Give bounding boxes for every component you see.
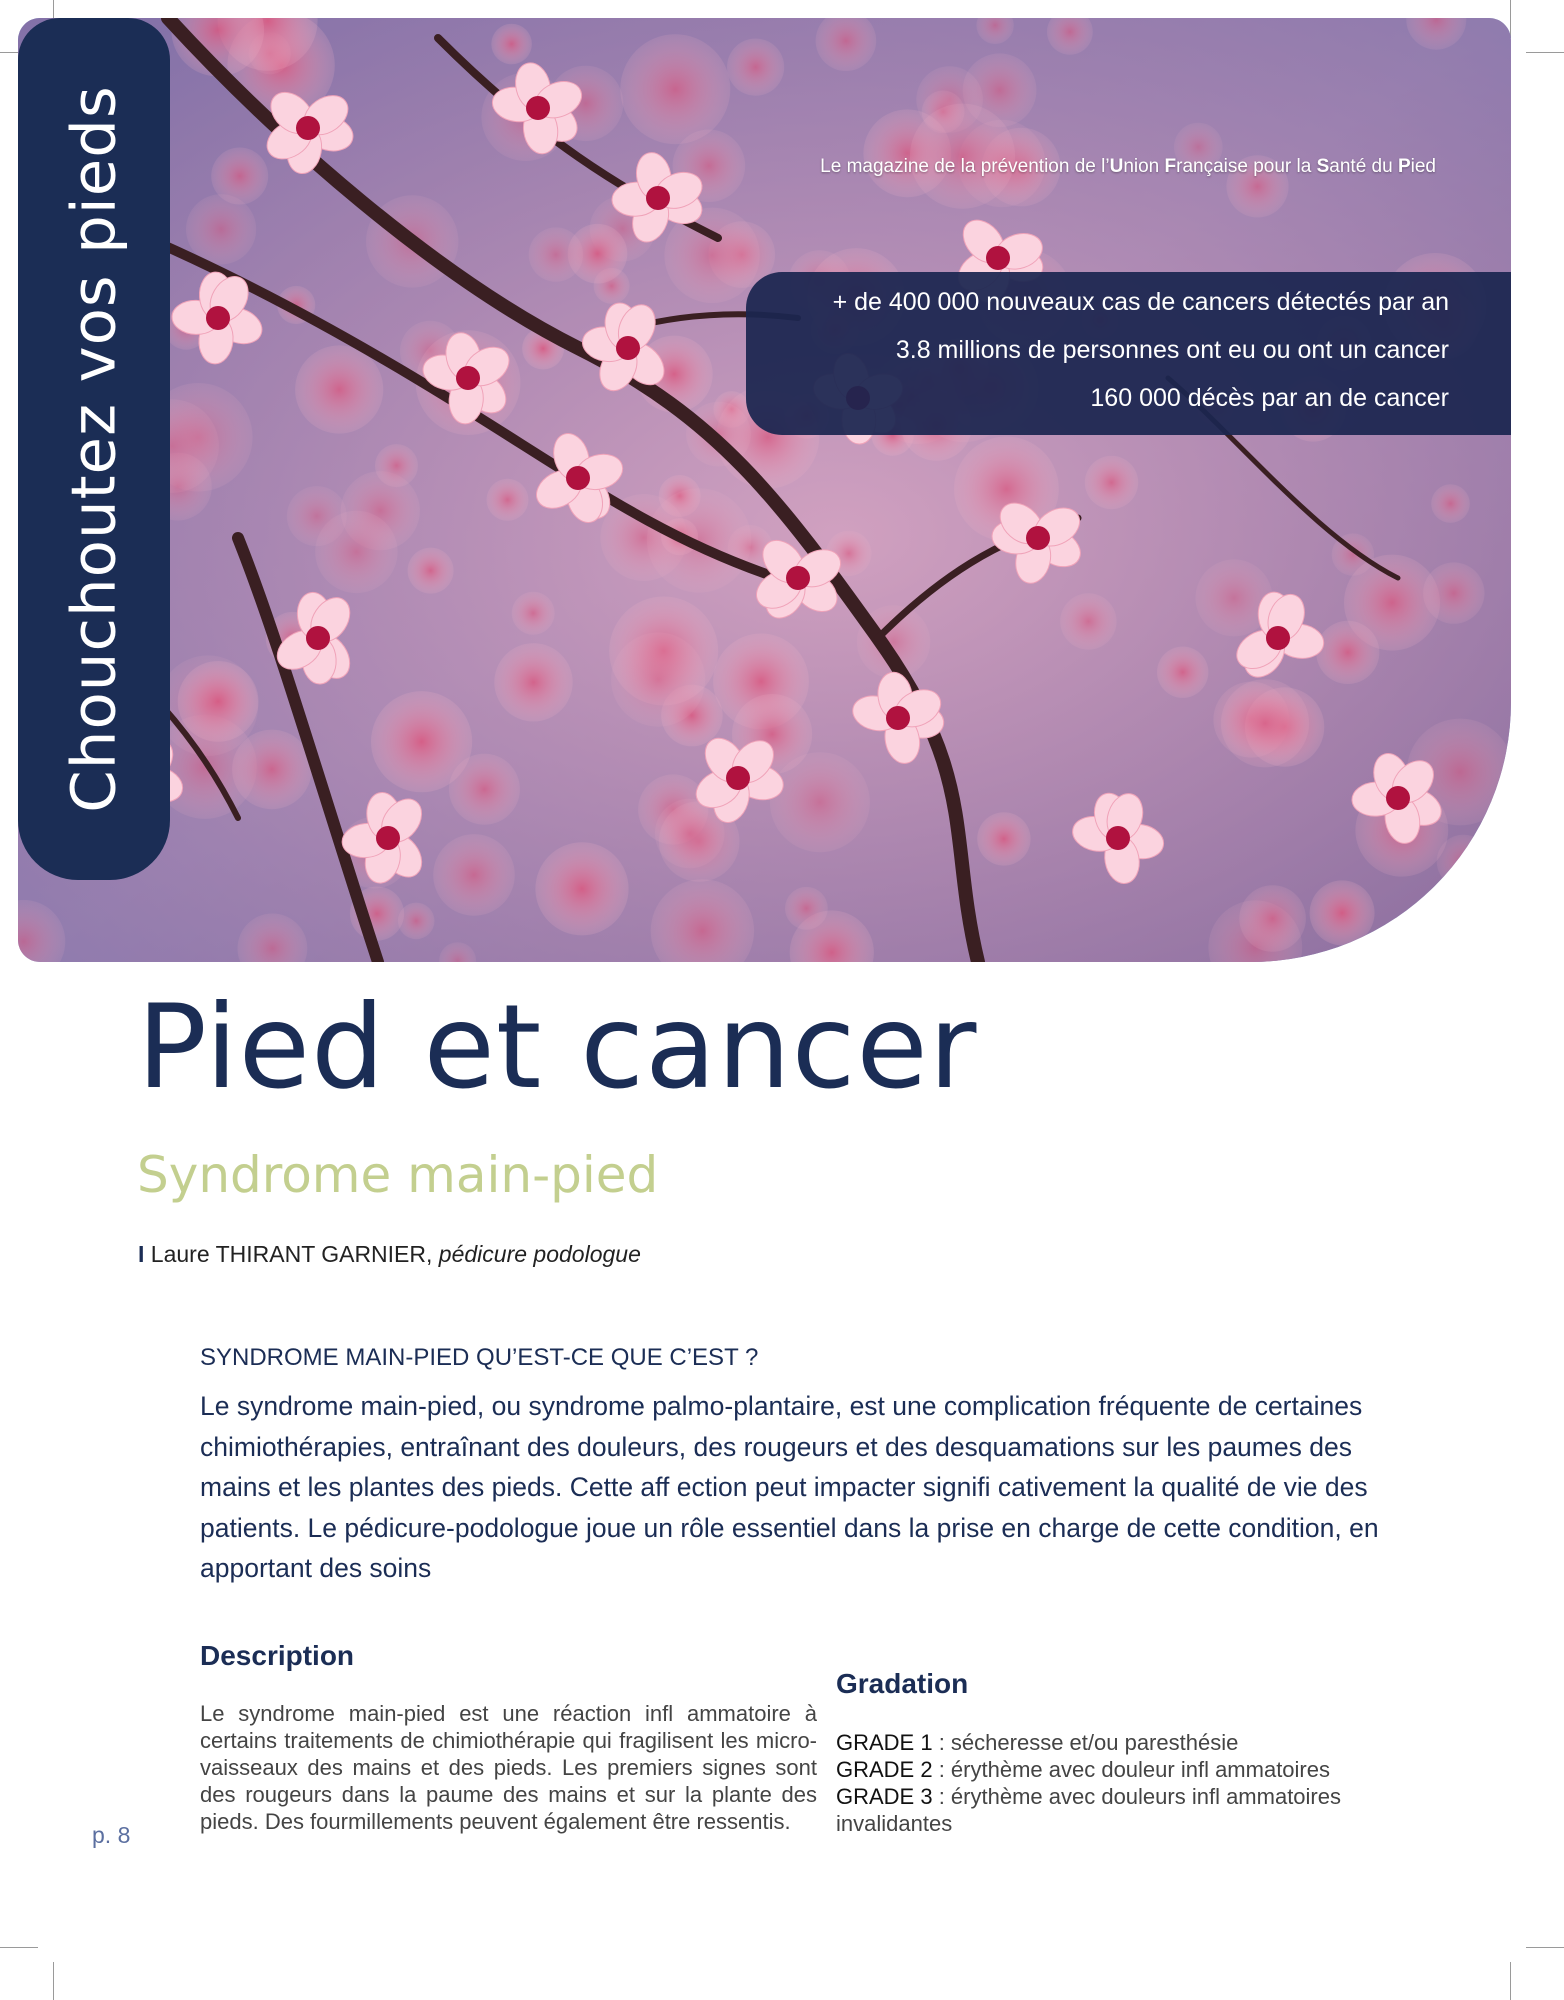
magazine-tagline: Le magazine de la prévention de l’Union Française pour la Santé du Pied <box>820 156 1436 177</box>
blossom-bokeh <box>232 730 312 810</box>
grade-item: GRADE 3 : érythème avec douleurs infl ammatoires invalidantes <box>836 1784 1341 1836</box>
blossom-bokeh <box>178 661 259 742</box>
blossom-bokeh <box>620 34 730 144</box>
blossom-bokeh <box>487 479 529 521</box>
blossom-bokeh <box>186 194 256 264</box>
blossom-bokeh <box>1221 679 1309 767</box>
description-paragraph: Le syndrome main-pied est une réaction infl ammatoire à certains traitements de chimiothérapie qui fragilisent les micro-vaisseaux des mains et des pieds. Les premiers signes sont des rougeurs dans la paume des mains et sur la plante des pieds. Des fourmillements peuvent également être ressentis. <box>200 1701 817 1834</box>
blossom-bokeh <box>535 842 628 935</box>
blossom-bokeh <box>1085 456 1138 509</box>
grade-item: GRADE 1 : sécheresse et/ou paresthésie <box>836 1730 1239 1755</box>
stat-people: 3.8 millions de personnes ont eu ou ont un cancer <box>895 336 1449 364</box>
crop-mark <box>1526 1947 1564 1948</box>
grades-list <box>836 1729 1436 1837</box>
stat-deaths: 160 000 décès par an de cancer <box>1090 384 1449 412</box>
section-tab-label: Chouchoutez vos pieds <box>58 85 130 813</box>
blossom-bokeh <box>375 444 418 487</box>
blossom-bokeh <box>1437 835 1490 888</box>
blossom-bokeh <box>529 227 583 281</box>
description-heading: Description <box>200 1640 355 1671</box>
author-prefix: I <box>138 1241 145 1267</box>
crop-mark <box>1510 1962 1511 2000</box>
blossom-bokeh <box>1310 880 1375 945</box>
stat-new-cases: + de 400 000 nouveaux cas de cancers détectés par an <box>832 288 1449 316</box>
blossom-bokeh <box>1157 647 1208 698</box>
blossom-bokeh <box>491 24 532 65</box>
blossom-bokeh <box>1060 593 1116 649</box>
author-role: pédicure podologue <box>438 1241 641 1267</box>
article-subtitle: Syndrome main-pied <box>137 1146 659 1204</box>
blossom-bokeh <box>408 548 454 594</box>
crop-mark <box>0 1947 38 1948</box>
blossom-bokeh <box>1423 562 1484 623</box>
blossom-bokeh <box>785 887 828 930</box>
stats-box <box>746 272 1511 435</box>
blossom-bokeh <box>611 633 705 727</box>
article-title: Pied et cancer <box>137 980 978 1115</box>
blossom-bokeh <box>1316 621 1379 684</box>
crop-mark <box>1526 52 1564 53</box>
blossom-bokeh <box>449 754 520 825</box>
page-number: p. 8 <box>92 1822 131 1848</box>
blossom-bokeh <box>727 39 784 96</box>
author-line: I Laure THIRANT GARNIER, pédicure podologue <box>138 1241 641 1267</box>
blossom-bokeh <box>512 592 555 635</box>
blossom-bokeh <box>1431 484 1470 523</box>
blossom-bokeh <box>211 148 268 205</box>
blossom-bokeh <box>977 812 1030 865</box>
blossom-bokeh <box>1239 885 1306 952</box>
intro-heading: SYNDROME MAIN-PIED QU’EST-CE QUE C’EST ? <box>200 1344 759 1371</box>
author-name: Laure THIRANT GARNIER <box>150 1241 427 1267</box>
crop-mark <box>53 1962 54 2000</box>
blossom-bokeh <box>494 643 572 721</box>
grade-item: GRADE 2 : érythème avec douleur infl ammatoires <box>836 1757 1330 1782</box>
intro-paragraph: Le syndrome main-pied, ou syndrome palmo-plantaire, est une complication fréquente de certaines chimiothérapies, entraînant des douleurs, des rougeurs et des desquamations sur les paumes des mains et les plantes des pieds. Cette aff ection peut impacter signifi cativement la qualité de vie des patients. Le pédicure-podologue joue un rôle essentiel dans la prise en charge de cette condition, en apportant des soins <box>200 1391 1379 1583</box>
blossom-bokeh <box>433 834 515 916</box>
blossom-bokeh <box>295 345 383 433</box>
blossom-bokeh <box>315 511 397 593</box>
gradation-heading: Gradation <box>836 1668 969 1699</box>
